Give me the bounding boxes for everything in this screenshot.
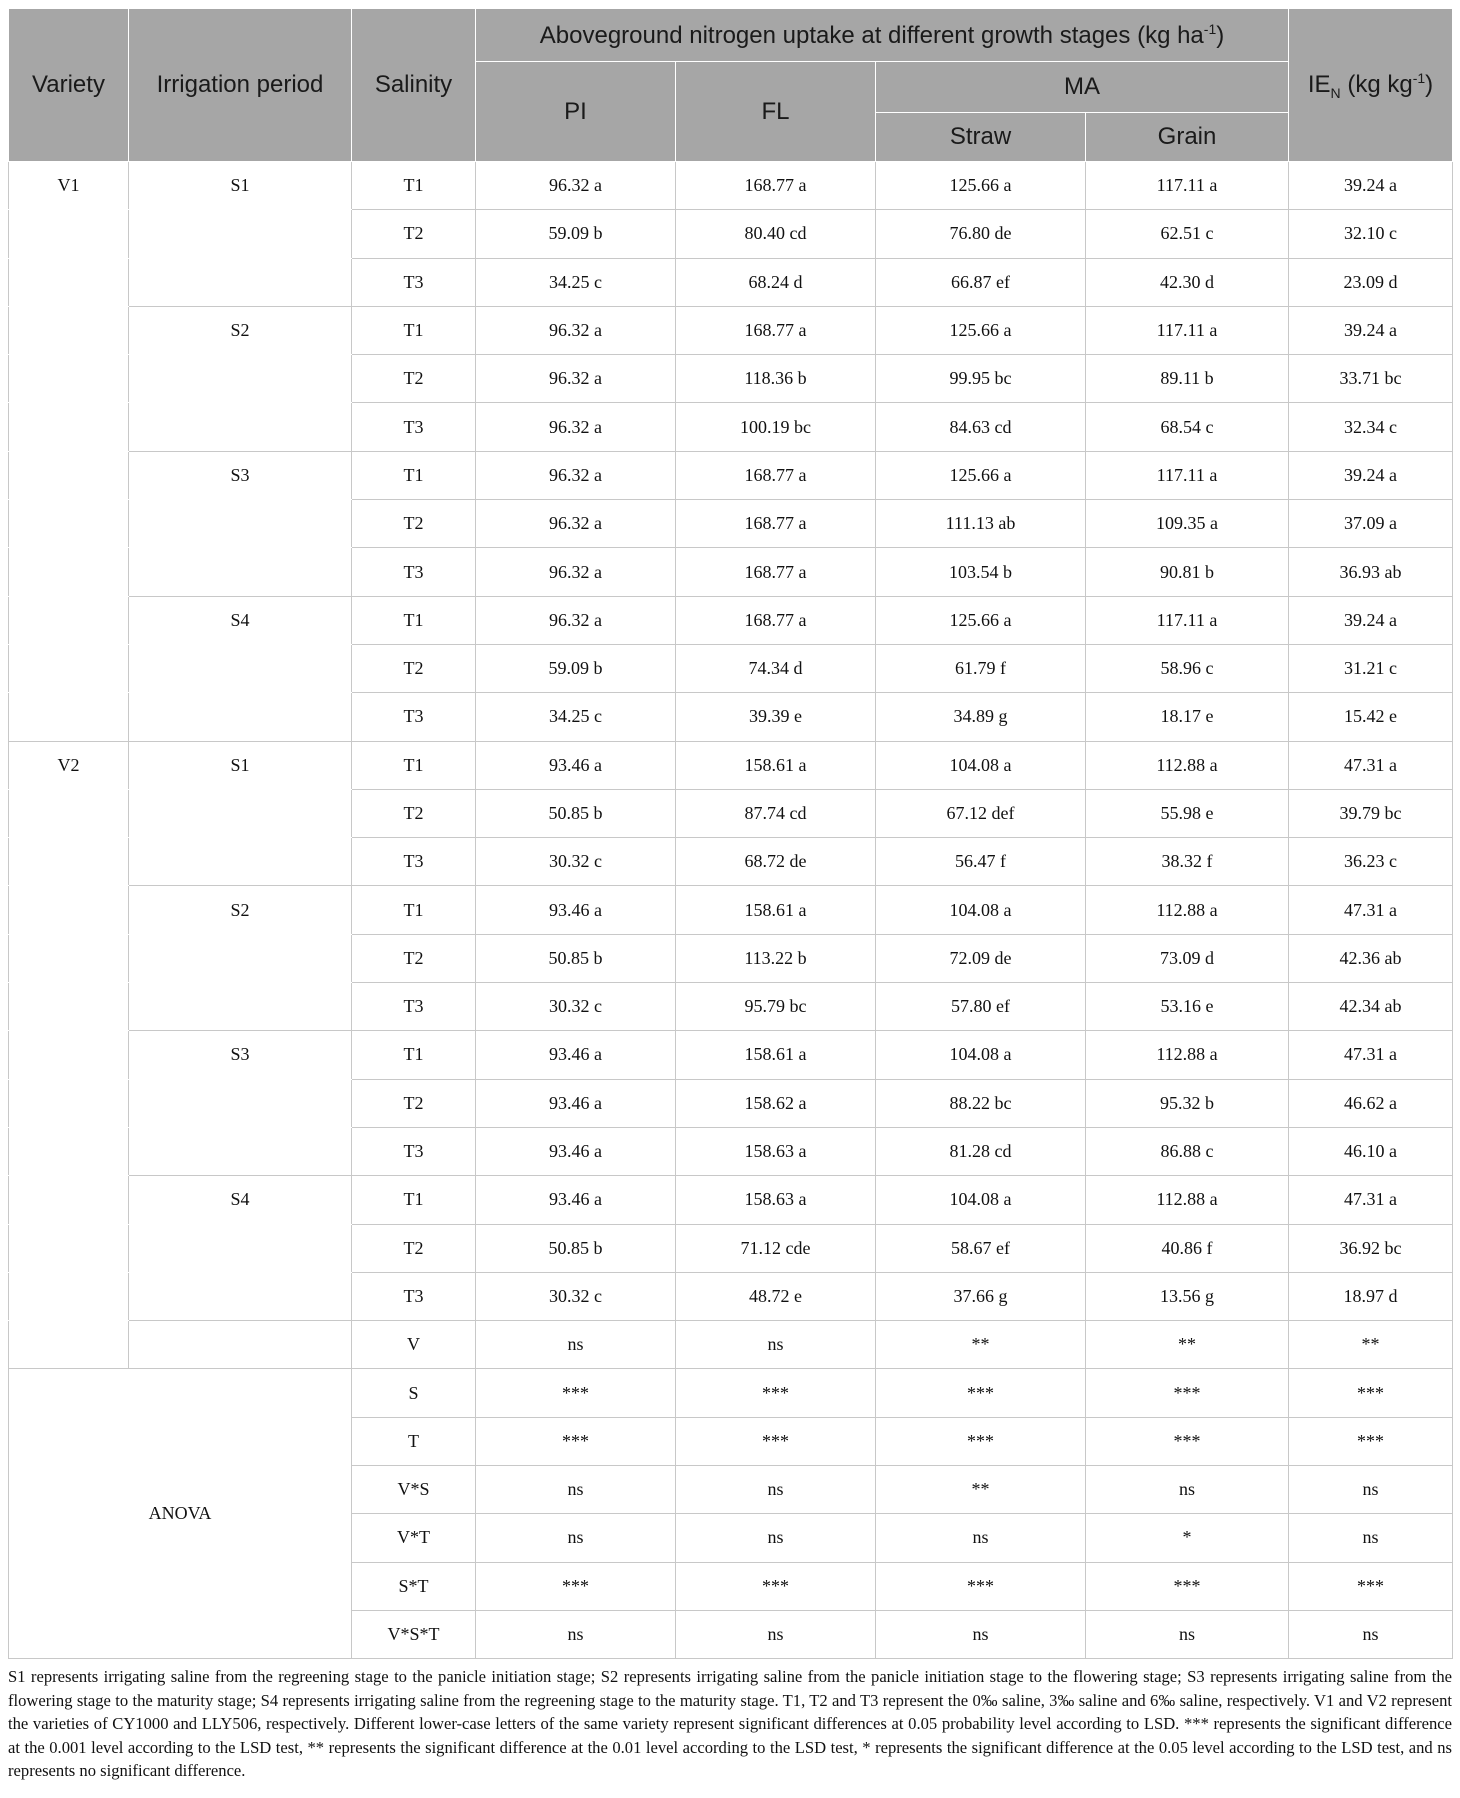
fl-value-cell: 48.72 e: [676, 1272, 876, 1320]
fl-value-cell: 100.19 bc: [676, 403, 876, 451]
table-row: [9, 644, 1453, 692]
fl-value-cell: 158.63 a: [676, 1176, 876, 1224]
fl-value-cell: 118.36 b: [676, 355, 876, 403]
pi-value-cell: 30.32 c: [476, 983, 676, 1031]
table-row: [9, 693, 1453, 741]
pi-value-cell: 30.32 c: [476, 1272, 676, 1320]
fl-value-cell: 113.22 b: [676, 934, 876, 982]
grain-value-cell: 112.88 a: [1086, 741, 1289, 789]
anova-grain-cell: ns: [1086, 1466, 1289, 1514]
anova-straw-cell: ns: [876, 1514, 1086, 1562]
table-row: [9, 934, 1453, 982]
header-uptake-group: [476, 9, 1289, 62]
ien-value-cell: 39.79 bc: [1289, 789, 1453, 837]
irrigation-period-cell: [129, 644, 352, 692]
fl-value-cell: 168.77 a: [676, 162, 876, 210]
anova-grain-cell: ***: [1086, 1417, 1289, 1465]
table-row: [9, 306, 1453, 354]
grain-value-cell: 42.30 d: [1086, 258, 1289, 306]
ien-value-cell: 47.31 a: [1289, 1031, 1453, 1079]
salinity-cell: T1: [352, 1031, 476, 1079]
anova-pi-cell: ns: [476, 1466, 676, 1514]
header-ien-sub: N: [1330, 84, 1341, 101]
fl-value-cell: 87.74 cd: [676, 789, 876, 837]
straw-value-cell: 125.66 a: [876, 451, 1086, 499]
anova-grain-cell: ns: [1086, 1610, 1289, 1658]
header-ien-close: ): [1425, 70, 1434, 98]
straw-value-cell: 61.79 f: [876, 644, 1086, 692]
table-row: [9, 741, 1453, 789]
anova-fl-cell: ***: [676, 1417, 876, 1465]
table-row: [9, 258, 1453, 306]
salinity-cell: T2: [352, 210, 476, 258]
salinity-cell: T2: [352, 1224, 476, 1272]
ien-value-cell: 46.10 a: [1289, 1127, 1453, 1175]
anova-grain-cell: ***: [1086, 1369, 1289, 1417]
straw-value-cell: 99.95 bc: [876, 355, 1086, 403]
header-ien-main: IE: [1307, 70, 1331, 98]
grain-value-cell: 53.16 e: [1086, 983, 1289, 1031]
straw-value-cell: 56.47 f: [876, 838, 1086, 886]
grain-value-cell: 58.96 c: [1086, 644, 1289, 692]
irrigation-period-cell: S3: [129, 451, 352, 499]
anova-fl-cell: ns: [676, 1466, 876, 1514]
straw-value-cell: 111.13 ab: [876, 500, 1086, 548]
irrigation-period-cell: S1: [129, 162, 352, 210]
fl-value-cell: 168.77 a: [676, 451, 876, 499]
ien-value-cell: 47.31 a: [1289, 1176, 1453, 1224]
irrigation-period-cell: [129, 403, 352, 451]
table-row: [9, 355, 1453, 403]
salinity-cell: T3: [352, 258, 476, 306]
salinity-cell: T3: [352, 983, 476, 1031]
salinity-cell: T1: [352, 451, 476, 499]
pi-value-cell: 50.85 b: [476, 789, 676, 837]
salinity-cell: V: [352, 1321, 476, 1369]
grain-value-cell: 109.35 a: [1086, 500, 1289, 548]
header-ma: MA: [876, 62, 1289, 113]
pi-value-cell: 93.46 a: [476, 886, 676, 934]
pi-value-cell: 34.25 c: [476, 258, 676, 306]
anova-ien-cell: ns: [1289, 1610, 1453, 1658]
irrigation-period-cell: [129, 1127, 352, 1175]
salinity-cell: T3: [352, 548, 476, 596]
variety-cell: [9, 1224, 129, 1272]
pi-value-cell: 59.09 b: [476, 644, 676, 692]
salinity-cell: T2: [352, 934, 476, 982]
irrigation-period-cell: [129, 258, 352, 306]
anova-factor-cell: V*T: [352, 1514, 476, 1562]
ien-value-cell: 33.71 bc: [1289, 355, 1453, 403]
table-row: [9, 1272, 1453, 1320]
pi-value-cell: 50.85 b: [476, 934, 676, 982]
salinity-cell: T2: [352, 1079, 476, 1127]
straw-value-cell: 37.66 g: [876, 1272, 1086, 1320]
anova-fl-cell: ns: [676, 1514, 876, 1562]
ien-value-cell: 36.93 ab: [1289, 548, 1453, 596]
straw-value-cell: 103.54 b: [876, 548, 1086, 596]
irrigation-period-cell: [129, 1272, 352, 1320]
grain-value-cell: 112.88 a: [1086, 1176, 1289, 1224]
header-salinity: Salinity: [352, 9, 476, 162]
ien-value-cell: 15.42 e: [1289, 693, 1453, 741]
variety-cell: [9, 886, 129, 934]
salinity-cell: T3: [352, 693, 476, 741]
header-variety: Variety: [9, 9, 129, 162]
header-straw: Straw: [876, 113, 1086, 162]
anova-pi-cell: ***: [476, 1417, 676, 1465]
irrigation-period-cell: [129, 934, 352, 982]
salinity-cell: T1: [352, 1176, 476, 1224]
table-row: [9, 1321, 1453, 1369]
pi-value-cell: 96.32 a: [476, 162, 676, 210]
straw-value-cell: 58.67 ef: [876, 1224, 1086, 1272]
salinity-cell: T3: [352, 838, 476, 886]
fl-value-cell: 158.61 a: [676, 1031, 876, 1079]
ien-value-cell: 18.97 d: [1289, 1272, 1453, 1320]
grain-value-cell: 117.11 a: [1086, 162, 1289, 210]
anova-grain-cell: ***: [1086, 1562, 1289, 1610]
fl-value-cell: 68.24 d: [676, 258, 876, 306]
table-row: [9, 1031, 1453, 1079]
anova-factor-cell: T: [352, 1417, 476, 1465]
variety-cell: [9, 258, 129, 306]
variety-cell: [9, 838, 129, 886]
anova-label-cell: ANOVA: [9, 1369, 352, 1659]
anova-straw-cell: ***: [876, 1369, 1086, 1417]
straw-value-cell: 88.22 bc: [876, 1079, 1086, 1127]
irrigation-period-cell: [129, 548, 352, 596]
ien-value-cell: 31.21 c: [1289, 644, 1453, 692]
straw-value-cell: 125.66 a: [876, 306, 1086, 354]
pi-value-cell: ns: [476, 1321, 676, 1369]
grain-value-cell: 89.11 b: [1086, 355, 1289, 403]
ien-value-cell: 39.24 a: [1289, 306, 1453, 354]
variety-cell: [9, 306, 129, 354]
grain-value-cell: 117.11 a: [1086, 306, 1289, 354]
grain-value-cell: 112.88 a: [1086, 886, 1289, 934]
fl-value-cell: 95.79 bc: [676, 983, 876, 1031]
ien-value-cell: 23.09 d: [1289, 258, 1453, 306]
ien-value-cell: 32.34 c: [1289, 403, 1453, 451]
pi-value-cell: 93.46 a: [476, 741, 676, 789]
pi-value-cell: 93.46 a: [476, 1079, 676, 1127]
fl-value-cell: 80.40 cd: [676, 210, 876, 258]
variety-cell: [9, 1127, 129, 1175]
anova-factor-cell: S*T: [352, 1562, 476, 1610]
straw-value-cell: 72.09 de: [876, 934, 1086, 982]
grain-value-cell: 38.32 f: [1086, 838, 1289, 886]
grain-value-cell: 62.51 c: [1086, 210, 1289, 258]
header-pi: PI: [476, 62, 676, 162]
pi-value-cell: 50.85 b: [476, 1224, 676, 1272]
fl-value-cell: 68.72 de: [676, 838, 876, 886]
anova-factor-cell: V*S: [352, 1466, 476, 1514]
variety-cell: [9, 500, 129, 548]
table-row: [9, 838, 1453, 886]
ien-value-cell: 42.36 ab: [1289, 934, 1453, 982]
fl-value-cell: 158.61 a: [676, 741, 876, 789]
variety-cell: [9, 451, 129, 499]
anova-fl-cell: ns: [676, 1610, 876, 1658]
table-footnote: S1 represents irrigating saline from the regreening stage to the panicle initiation stage; S2 represents irrigating saline from the panicle initiation stage to the flowering stage; S3 represents irrigating saline from the flowering stage to the maturity stage; S4 represents irrigating saline from the regreening stage to the maturity stage. T1, T2 and T3 represent the 0‰ saline, 3‰ saline and 6‰ saline, respectively. V1 and V2 represent the varieties of CY1000 and LLY506, respectively. Different lower-case letters of the same variety represent significant differences at 0.05 probability level according to LSD. *** represents the significant difference at the 0.001 level according to the LSD test, ** represents the significant difference at the 0.01 level according to the LSD test, * represents the significant difference at the 0.05 level according to the LSD test, and ns represents no significant difference.: [8, 1667, 1452, 1781]
anova-ien-cell: ***: [1289, 1417, 1453, 1465]
anova-pi-cell: ***: [476, 1369, 676, 1417]
salinity-cell: T2: [352, 644, 476, 692]
grain-value-cell: 112.88 a: [1086, 1031, 1289, 1079]
anova-factor-cell: S: [352, 1369, 476, 1417]
straw-value-cell: 34.89 g: [876, 693, 1086, 741]
irrigation-period-cell: S4: [129, 1176, 352, 1224]
pi-value-cell: 96.32 a: [476, 403, 676, 451]
fl-value-cell: 168.77 a: [676, 548, 876, 596]
variety-cell: [9, 983, 129, 1031]
straw-value-cell: 67.12 def: [876, 789, 1086, 837]
variety-cell: [9, 1079, 129, 1127]
pi-value-cell: 30.32 c: [476, 838, 676, 886]
ien-value-cell: 39.24 a: [1289, 451, 1453, 499]
straw-value-cell: 66.87 ef: [876, 258, 1086, 306]
straw-value-cell: 104.08 a: [876, 741, 1086, 789]
straw-value-cell: 125.66 a: [876, 162, 1086, 210]
header-fl: FL: [676, 62, 876, 162]
table-row: [9, 210, 1453, 258]
pi-value-cell: 93.46 a: [476, 1127, 676, 1175]
variety-cell: V2: [9, 741, 129, 789]
ien-value-cell: 39.24 a: [1289, 596, 1453, 644]
table-row: [9, 886, 1453, 934]
fl-value-cell: 158.61 a: [676, 886, 876, 934]
anova-fl-cell: ***: [676, 1562, 876, 1610]
straw-value-cell: 104.08 a: [876, 1031, 1086, 1079]
table-header: [9, 9, 1453, 162]
ien-value-cell: **: [1289, 1321, 1453, 1369]
anova-fl-cell: ***: [676, 1369, 876, 1417]
header-uptake-sup: -1: [1203, 20, 1217, 37]
pi-value-cell: 96.32 a: [476, 355, 676, 403]
pi-value-cell: 96.32 a: [476, 500, 676, 548]
table-row: [9, 1224, 1453, 1272]
grain-value-cell: 40.86 f: [1086, 1224, 1289, 1272]
ien-value-cell: 42.34 ab: [1289, 983, 1453, 1031]
anova-ien-cell: ns: [1289, 1466, 1453, 1514]
fl-value-cell: 158.63 a: [676, 1127, 876, 1175]
pi-value-cell: 96.32 a: [476, 306, 676, 354]
salinity-cell: T1: [352, 306, 476, 354]
grain-value-cell: 95.32 b: [1086, 1079, 1289, 1127]
ien-value-cell: 32.10 c: [1289, 210, 1453, 258]
grain-value-cell: 13.56 g: [1086, 1272, 1289, 1320]
grain-value-cell: 68.54 c: [1086, 403, 1289, 451]
table-row: [9, 162, 1453, 210]
table-row: [9, 596, 1453, 644]
anova-ien-cell: ns: [1289, 1514, 1453, 1562]
salinity-cell: T3: [352, 403, 476, 451]
irrigation-period-cell: [129, 1321, 352, 1369]
straw-value-cell: 76.80 de: [876, 210, 1086, 258]
anova-straw-cell: ***: [876, 1562, 1086, 1610]
header-ien-unit: (kg kg: [1340, 70, 1413, 98]
anova-ien-cell: ***: [1289, 1369, 1453, 1417]
header-uptake-close: ): [1216, 21, 1225, 49]
salinity-cell: T3: [352, 1127, 476, 1175]
table-container: [8, 8, 1452, 1783]
pi-value-cell: 93.46 a: [476, 1031, 676, 1079]
grain-value-cell: 55.98 e: [1086, 789, 1289, 837]
fl-value-cell: 74.34 d: [676, 644, 876, 692]
anova-straw-cell: **: [876, 1466, 1086, 1514]
variety-cell: [9, 210, 129, 258]
grain-value-cell: 18.17 e: [1086, 693, 1289, 741]
irrigation-period-cell: [129, 838, 352, 886]
anova-factor-cell: V*S*T: [352, 1610, 476, 1658]
anova-pi-cell: ***: [476, 1562, 676, 1610]
irrigation-period-cell: S1: [129, 741, 352, 789]
irrigation-period-cell: [129, 983, 352, 1031]
anova-row: [9, 1369, 1453, 1417]
anova-straw-cell: ***: [876, 1417, 1086, 1465]
header-grain: Grain: [1086, 113, 1289, 162]
salinity-cell: T1: [352, 162, 476, 210]
irrigation-period-cell: [129, 1224, 352, 1272]
ien-value-cell: 36.23 c: [1289, 838, 1453, 886]
irrigation-period-cell: [129, 500, 352, 548]
pi-value-cell: 96.32 a: [476, 548, 676, 596]
pi-value-cell: 59.09 b: [476, 210, 676, 258]
variety-cell: [9, 789, 129, 837]
ien-value-cell: 47.31 a: [1289, 741, 1453, 789]
header-ien: [1289, 9, 1453, 162]
fl-value-cell: 158.62 a: [676, 1079, 876, 1127]
fl-value-cell: 71.12 cde: [676, 1224, 876, 1272]
fl-value-cell: 168.77 a: [676, 596, 876, 644]
salinity-cell: T2: [352, 789, 476, 837]
variety-cell: [9, 1272, 129, 1320]
fl-value-cell: ns: [676, 1321, 876, 1369]
pi-value-cell: 34.25 c: [476, 693, 676, 741]
salinity-cell: T3: [352, 1272, 476, 1320]
table-row: [9, 983, 1453, 1031]
anova-ien-cell: ***: [1289, 1562, 1453, 1610]
irrigation-period-cell: S2: [129, 886, 352, 934]
irrigation-period-cell: [129, 1079, 352, 1127]
fl-value-cell: 168.77 a: [676, 306, 876, 354]
ien-value-cell: 36.92 bc: [1289, 1224, 1453, 1272]
variety-cell: [9, 596, 129, 644]
table-row: [9, 789, 1453, 837]
irrigation-period-cell: [129, 210, 352, 258]
nitrogen-uptake-table: [8, 8, 1453, 1659]
salinity-cell: T2: [352, 355, 476, 403]
anova-pi-cell: ns: [476, 1514, 676, 1562]
straw-value-cell: 57.80 ef: [876, 983, 1086, 1031]
variety-cell: [9, 644, 129, 692]
salinity-cell: T1: [352, 886, 476, 934]
grain-value-cell: **: [1086, 1321, 1289, 1369]
table-row: [9, 403, 1453, 451]
grain-value-cell: 117.11 a: [1086, 451, 1289, 499]
grain-value-cell: 86.88 c: [1086, 1127, 1289, 1175]
variety-cell: [9, 1176, 129, 1224]
variety-cell: [9, 403, 129, 451]
salinity-cell: T1: [352, 596, 476, 644]
grain-value-cell: 90.81 b: [1086, 548, 1289, 596]
anova-grain-cell: *: [1086, 1514, 1289, 1562]
table-body: [9, 162, 1453, 1659]
variety-cell: [9, 355, 129, 403]
header-irrigation-period: Irrigation period: [129, 9, 352, 162]
grain-value-cell: 73.09 d: [1086, 934, 1289, 982]
table-row: [9, 1127, 1453, 1175]
ien-value-cell: 46.62 a: [1289, 1079, 1453, 1127]
straw-value-cell: 84.63 cd: [876, 403, 1086, 451]
straw-value-cell: 125.66 a: [876, 596, 1086, 644]
ien-value-cell: 39.24 a: [1289, 162, 1453, 210]
irrigation-period-cell: [129, 355, 352, 403]
variety-cell: [9, 1031, 129, 1079]
header-ien-sup: -1: [1412, 69, 1426, 86]
pi-value-cell: 96.32 a: [476, 596, 676, 644]
ien-value-cell: 37.09 a: [1289, 500, 1453, 548]
variety-cell: V1: [9, 162, 129, 210]
straw-value-cell: 81.28 cd: [876, 1127, 1086, 1175]
table-row: [9, 1079, 1453, 1127]
fl-value-cell: 168.77 a: [676, 500, 876, 548]
variety-cell: [9, 548, 129, 596]
grain-value-cell: 117.11 a: [1086, 596, 1289, 644]
variety-cell: [9, 693, 129, 741]
table-row: [9, 500, 1453, 548]
table-row: [9, 451, 1453, 499]
salinity-cell: T2: [352, 500, 476, 548]
straw-value-cell: **: [876, 1321, 1086, 1369]
anova-straw-cell: ns: [876, 1610, 1086, 1658]
salinity-cell: T1: [352, 741, 476, 789]
anova-pi-cell: ns: [476, 1610, 676, 1658]
ien-value-cell: 47.31 a: [1289, 886, 1453, 934]
irrigation-period-cell: [129, 693, 352, 741]
straw-value-cell: 104.08 a: [876, 886, 1086, 934]
straw-value-cell: 104.08 a: [876, 1176, 1086, 1224]
pi-value-cell: 96.32 a: [476, 451, 676, 499]
variety-cell: [9, 934, 129, 982]
irrigation-period-cell: S3: [129, 1031, 352, 1079]
header-uptake-title: Aboveground nitrogen uptake at different growth stages (kg ha: [539, 21, 1204, 49]
fl-value-cell: 39.39 e: [676, 693, 876, 741]
variety-cell: [9, 1321, 129, 1369]
irrigation-period-cell: S2: [129, 306, 352, 354]
table-row: [9, 548, 1453, 596]
table-row: [9, 1176, 1453, 1224]
pi-value-cell: 93.46 a: [476, 1176, 676, 1224]
irrigation-period-cell: S4: [129, 596, 352, 644]
irrigation-period-cell: [129, 789, 352, 837]
